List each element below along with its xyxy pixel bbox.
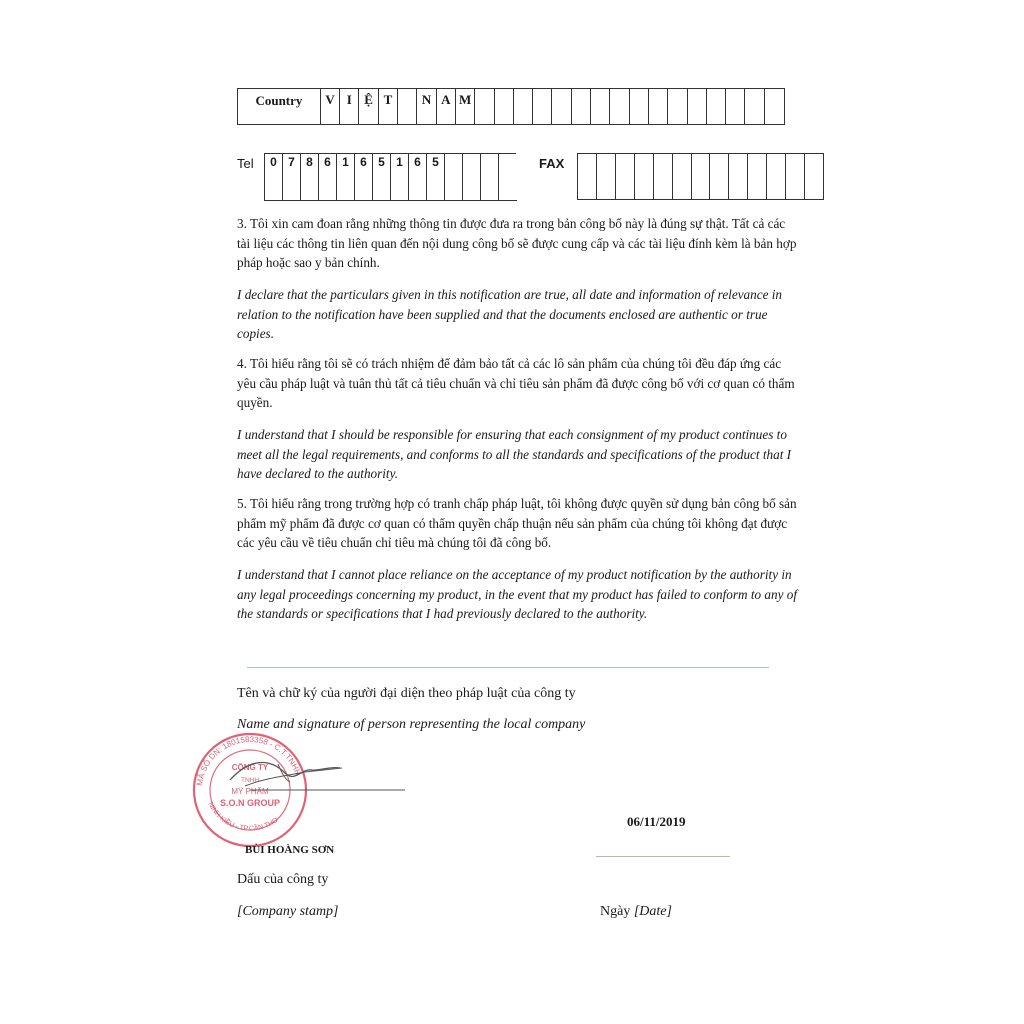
tel-label: Tel — [237, 156, 254, 171]
tel-digit-cell — [463, 153, 481, 200]
paragraph-3-vietnamese: 3. Tôi xin cam đoan rằng những thông tin được đưa ra trong bản công bố này là đúng sự thật. Tất cả các tài liệu các thông tin liên quan đến nội dung công bố sẽ được cung cấp và các tài liệu đính kèm là bản hợp pháp hoặc sao y bản chính. — [237, 216, 797, 270]
fax-cells — [577, 153, 824, 200]
date-underline — [596, 856, 730, 857]
fax-cell — [710, 154, 729, 199]
country-letter-cell: Ệ — [359, 89, 378, 124]
country-letter-cell — [765, 89, 784, 124]
country-letter-cell — [668, 89, 687, 124]
country-letter-cell — [745, 89, 764, 124]
company-stamp-label-en: [Company stamp] — [237, 904, 339, 919]
svg-text:MÃ SỐ DN: 1801583358 - C.T.TNH: MÃ SỐ DN: 1801583358 - C.T.TNHH — [195, 734, 303, 787]
paragraph-5-vietnamese: 5. Tôi hiểu rằng trong trường hợp có tranh chấp pháp luật, tôi không được quyền sử dụng bản công bố sản phẩm mỹ phẩm đã được cơ quan có thẩm quyền chấp thuận nếu sản phẩm của chúng tôi không đạt được các yêu cầu về tiêu chuẩn chỉ tiêu mà chúng tôi đã công bố. — [237, 496, 797, 550]
date-label-en: [Date] — [633, 904, 672, 919]
tel-digit-cell: 6 — [319, 153, 337, 200]
fax-cell — [654, 154, 673, 199]
date-label-vi: Ngày — [600, 904, 631, 919]
country-letter-cell: V — [321, 89, 340, 124]
divider-line — [247, 667, 769, 668]
fax-cell — [673, 154, 692, 199]
date-label — [600, 904, 672, 920]
country-letter-cell — [514, 89, 533, 124]
fax-cell — [729, 154, 748, 199]
tel-digit-cell: 0 — [265, 153, 283, 200]
fax-cell — [616, 154, 635, 199]
country-letter-cell: N — [417, 89, 436, 124]
fax-cell — [578, 154, 597, 199]
country-letter-cell — [707, 89, 726, 124]
country-letter-cell — [610, 89, 629, 124]
fax-cell — [748, 154, 767, 199]
country-letter-cell: I — [340, 89, 359, 124]
fax-cell — [635, 154, 654, 199]
country-letter-cell — [726, 89, 745, 124]
country-letter-cell — [572, 89, 591, 124]
tel-digit-cell: 5 — [427, 153, 445, 200]
tel-digit-cell: 1 — [337, 153, 355, 200]
paragraph-4-vietnamese: 4. Tôi hiểu rằng tôi sẽ có trách nhiệm để đảm bảo tất cả các lô sản phẩm của chúng tôi đều đáp ứng các yêu cầu pháp luật và tuân thủ tất cả tiêu chuẩn và chỉ tiêu sản phẩm đã được công bố với cơ quan có thẩm quyền. — [237, 356, 795, 410]
tel-digit-cell: 5 — [373, 153, 391, 200]
country-letter-cell — [591, 89, 610, 124]
tel-digit-cell: 6 — [409, 153, 427, 200]
country-letter-cell — [495, 89, 514, 124]
svg-text:CÔNG TY: CÔNG TY — [231, 763, 269, 772]
tel-digit-cell — [481, 153, 499, 200]
paragraph-4-english: I understand that I should be responsible for ensuring that each consignment of my product continues to meet all the legal requirements, and conforms to all the standards and specifications of the product that I have declared to the authority. — [237, 427, 792, 481]
country-letter-cell — [630, 89, 649, 124]
svg-text:TNHH: TNHH — [240, 777, 260, 784]
fax-cell — [692, 154, 711, 199]
fax-label: FAX — [539, 156, 565, 171]
fax-cell — [786, 154, 805, 199]
paragraph-5-english: I understand that I cannot place reliance on the acceptance of my product notification by the authority in any legal proceedings concerning my product, in the event that my product has failed to conform to any of the standards or specifications that I had previously declared to the authority. — [237, 567, 797, 621]
country-letter-cell — [552, 89, 571, 124]
svg-text:MỸ PHẨM: MỸ PHẨM — [231, 787, 269, 796]
fax-cell — [805, 154, 823, 199]
tel-digit-cell: 6 — [355, 153, 373, 200]
signature-label-en: Name and signature of person representing the local company — [237, 717, 586, 732]
company-stamp-label-vi: Dấu của công ty — [237, 872, 329, 887]
date-value: 06/11/2019 — [627, 814, 686, 829]
company-stamp-seal — [190, 728, 410, 848]
tel-digit-cells — [264, 153, 517, 201]
country-letter-cell — [533, 89, 552, 124]
svg-text:S.O.N GROUP: S.O.N GROUP — [219, 798, 281, 808]
country-field-box — [237, 88, 785, 125]
tel-digit-cell: 7 — [283, 153, 301, 200]
paragraph-3-english: I declare that the particulars given in this notification are true, all date and information of relevance in relation to the notification have been supplied and that the documents enclosed are authentic or true copies. — [237, 287, 783, 341]
country-letter-cells — [321, 89, 784, 124]
country-letter-cell: A — [437, 89, 456, 124]
fax-cell — [597, 154, 616, 199]
country-letter-cell: M — [456, 89, 475, 124]
country-label: Country — [238, 89, 321, 124]
country-letter-cell: T — [379, 89, 398, 124]
svg-text:NINH KIỀU - TP.CẦN THƠ: NINH KIỀU - TP.CẦN THƠ — [206, 801, 280, 833]
tel-digit-cell: 8 — [301, 153, 319, 200]
country-letter-cell — [475, 89, 494, 124]
tel-digit-cell — [445, 153, 463, 200]
country-letter-cell — [398, 89, 417, 124]
fax-cell — [767, 154, 786, 199]
signature-label-vi: Tên và chữ ký của người đại diện theo pháp luật của công ty — [237, 686, 576, 701]
tel-digit-cell — [499, 153, 517, 200]
signer-name: BÙI HOÀNG SƠN — [245, 844, 335, 856]
country-letter-cell — [688, 89, 707, 124]
country-letter-cell — [649, 89, 668, 124]
tel-digit-cell: 1 — [391, 153, 409, 200]
